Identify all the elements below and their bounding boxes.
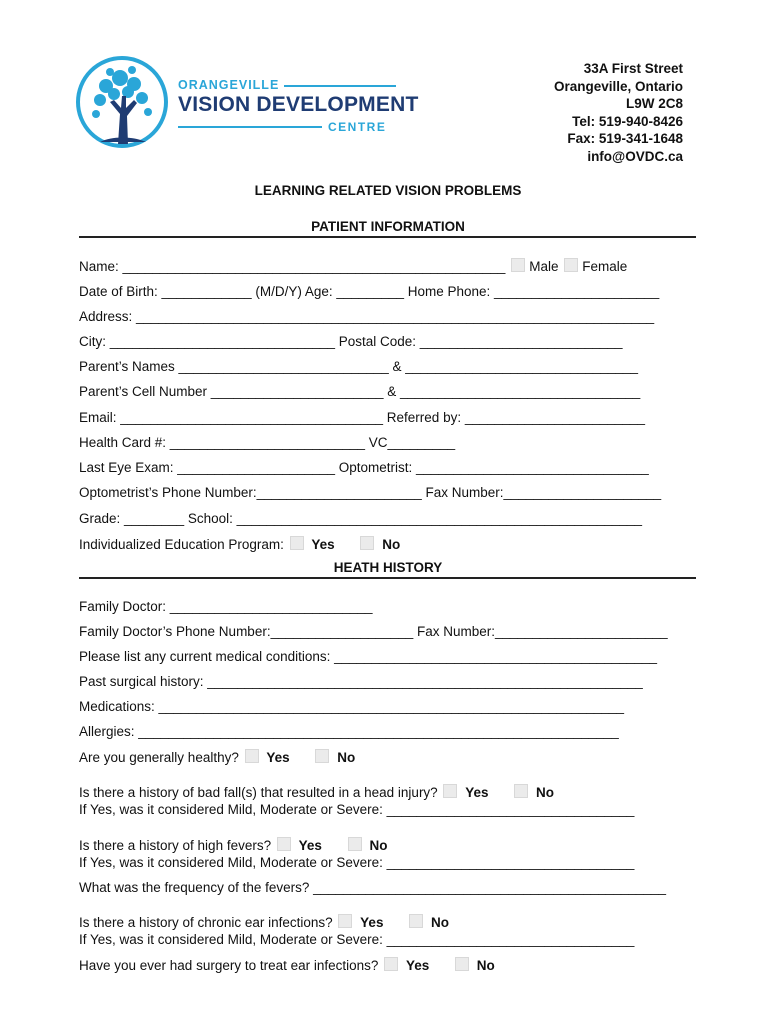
parents-names-field[interactable]: Parent’s Names ____________________________ & _______________________________ <box>79 359 639 374</box>
address-city: Orangeville, Ontario <box>553 78 683 94</box>
address-tel: Tel: 519-940-8426 <box>572 113 683 129</box>
healthy-no-label: No <box>337 750 356 765</box>
section-rule <box>79 236 696 238</box>
address-fax: Fax: 519-341-1648 <box>567 131 683 146</box>
clinic-address <box>554 60 683 165</box>
medications-field[interactable]: Medications: ______________________________________________________________ <box>79 699 625 714</box>
fevers-yes-checkbox[interactable] <box>277 837 291 851</box>
healthy-label: Are you generally healthy? <box>79 750 239 765</box>
iep-question <box>79 536 400 552</box>
iep-yes-checkbox[interactable] <box>290 536 304 550</box>
iep-label: Individualized Education Program: <box>79 537 284 552</box>
fevers-label: Is there a history of high fevers? <box>79 838 272 853</box>
medical-conditions-field[interactable]: Please list any current medical conditions: ___________________________________________ <box>79 649 657 664</box>
ear-infections-yes-checkbox[interactable] <box>338 914 352 928</box>
optometrist-phone-field[interactable]: Optometrist’s Phone Number:______________________ Fax Number:_____________________ <box>79 485 662 500</box>
male-checkbox[interactable] <box>511 258 525 272</box>
head-injury-severity-field[interactable]: If Yes, was it considered Mild, Moderate or Severe: _________________________________ <box>79 802 635 817</box>
ear-infections-no-checkbox[interactable] <box>409 914 423 928</box>
city-field[interactable]: City: ______________________________ Postal Code: ___________________________ <box>79 334 623 349</box>
name-field[interactable] <box>79 258 627 274</box>
fevers-no-label: No <box>369 838 388 853</box>
address-postal: L9W 2C8 <box>625 96 683 111</box>
fever-frequency-field[interactable]: What was the frequency of the fevers? _______________________________________________ <box>79 880 666 895</box>
logo-line2: VISION DEVELOPMENT <box>178 93 419 116</box>
healthy-yes-checkbox[interactable] <box>245 749 259 763</box>
healthy-yes-label: Yes <box>266 750 290 765</box>
address-field[interactable]: Address: _____________________________________________________________________ <box>79 309 655 324</box>
address-street: 33A First Street <box>583 61 683 76</box>
iep-no-checkbox[interactable] <box>360 536 374 550</box>
logo-line3: CENTRE <box>328 120 387 134</box>
logo-rule-top <box>284 85 396 87</box>
section-patient-information: PATIENT INFORMATION <box>311 219 465 234</box>
head-injury-label: Is there a history of bad fall(s) that resulted in a head injury? <box>79 785 438 800</box>
email-field[interactable]: Email: ___________________________________ Referred by: ________________________ <box>79 410 646 425</box>
ear-surgery-yes-checkbox[interactable] <box>384 957 398 971</box>
ear-infections-label: Is there a history of chronic ear infections? <box>79 915 333 930</box>
fevers-question <box>79 837 387 853</box>
ear-surgery-label: Have you ever had surgery to treat ear infections? <box>79 958 379 973</box>
address-email: info@OVDC.ca <box>587 148 683 164</box>
parents-cell-field[interactable]: Parent’s Cell Number _______________________ & ________________________________ <box>79 384 641 399</box>
fevers-yes-label: Yes <box>298 838 322 853</box>
male-label: Male <box>529 259 559 274</box>
head-injury-question <box>79 784 554 800</box>
fevers-severity-field[interactable]: If Yes, was it considered Mild, Moderate or Severe: _________________________________ <box>79 855 635 870</box>
ear-surgery-no-checkbox[interactable] <box>455 957 469 971</box>
female-checkbox[interactable] <box>564 258 578 272</box>
ear-infections-yes-label: Yes <box>360 915 384 930</box>
section-rule <box>79 577 696 579</box>
last-eye-exam-field[interactable]: Last Eye Exam: _____________________ Optometrist: _______________________________ <box>79 460 649 475</box>
head-injury-no-checkbox[interactable] <box>514 784 528 798</box>
logo-rule-bottom <box>178 126 322 128</box>
head-injury-no-label: No <box>536 785 555 800</box>
healthy-no-checkbox[interactable] <box>315 749 329 763</box>
ear-surgery-question <box>79 957 495 973</box>
doctor-phone-field[interactable]: Family Doctor’s Phone Number:___________________ Fax Number:_______________________ <box>79 624 668 639</box>
healthy-question <box>79 749 355 765</box>
iep-no-label: No <box>382 537 401 552</box>
head-injury-yes-checkbox[interactable] <box>443 784 457 798</box>
head-injury-yes-label: Yes <box>465 785 489 800</box>
surgical-history-field[interactable]: Past surgical history: __________________________________________________________ <box>79 674 643 689</box>
dob-field[interactable]: Date of Birth: ____________ (M/D/Y) Age: _________ Home Phone: ______________________ <box>79 284 660 299</box>
female-label: Female <box>582 259 628 274</box>
allergies-field[interactable]: Allergies: ________________________________________________________________ <box>79 724 619 739</box>
ear-infections-question <box>79 914 449 930</box>
iep-yes-label: Yes <box>311 537 335 552</box>
ear-surgery-yes-label: Yes <box>405 958 430 973</box>
logo-line1: ORANGEVILLE <box>178 78 280 92</box>
family-doctor-field[interactable]: Family Doctor: ___________________________ <box>79 599 373 614</box>
section-health-history: HEATH HISTORY <box>333 560 443 575</box>
ear-infections-severity-field[interactable]: If Yes, was it considered Mild, Moderate or Severe: _________________________________ <box>79 932 635 947</box>
health-card-field[interactable]: Health Card #: __________________________ VC_________ <box>79 435 456 450</box>
ear-surgery-no-label: No <box>476 958 495 973</box>
fevers-no-checkbox[interactable] <box>348 837 362 851</box>
grade-school-field[interactable]: Grade: ________ School: ______________________________________________________ <box>79 511 643 526</box>
name-label: Name: ___________________________________________________ <box>79 259 506 274</box>
form-title: LEARNING RELATED VISION PROBLEMS <box>254 183 522 198</box>
ear-infections-no-label: No <box>430 915 449 930</box>
